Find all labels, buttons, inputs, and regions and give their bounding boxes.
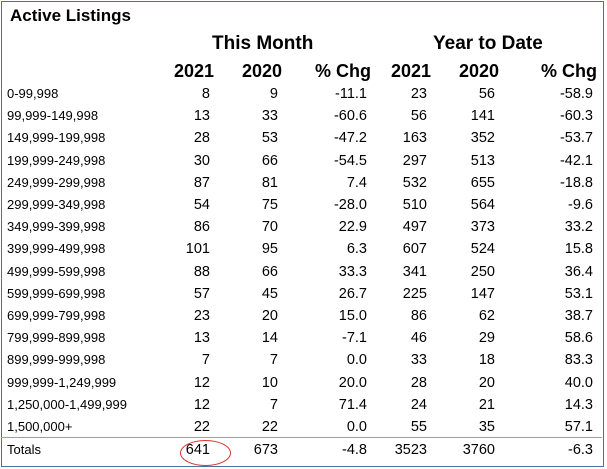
col-header-tm-2020: 2020 xyxy=(241,61,282,81)
cell-tm-pct-chg: -47.2 xyxy=(333,130,367,147)
cell-ytd-2021: 607 xyxy=(402,241,427,258)
cell-tm-2021: 88 xyxy=(193,263,210,280)
cell-ytd-2021: 56 xyxy=(410,108,427,125)
col-header-ytd-2020: 2020 xyxy=(458,61,499,81)
cell-tm-pct-chg: 71.4 xyxy=(338,396,367,413)
cell-ytd-2021: 33 xyxy=(410,352,427,369)
row-label: 199,999-249,998 xyxy=(7,152,106,168)
col-header-ytd-2021: 2021 xyxy=(390,61,431,81)
row-label: 299,999-349,998 xyxy=(7,197,106,212)
cell-ytd-pct-chg: 58.6 xyxy=(564,330,593,347)
cell-ytd-2020: 56 xyxy=(478,86,495,102)
cell-ytd-2020: 35 xyxy=(478,419,495,435)
cell-tm-2020: 45 xyxy=(261,285,278,302)
cell-tm-pct-chg: -11.1 xyxy=(335,86,367,102)
row-label: 249,999-299,998 xyxy=(7,174,106,190)
cell-ytd-2021: 46 xyxy=(410,330,427,347)
row-label: 0-99,998 xyxy=(7,86,59,101)
cell-tm-2021: 23 xyxy=(193,308,210,324)
cell-tm-2020: 673 xyxy=(253,442,278,459)
cell-ytd-2021: 297 xyxy=(402,152,427,169)
table-row xyxy=(0,327,603,349)
cell-tm-2021: 7 xyxy=(201,352,210,369)
table-row xyxy=(0,238,603,260)
cell-tm-2020: 70 xyxy=(261,219,278,236)
cell-tm-pct-chg: 33.3 xyxy=(338,263,367,280)
cell-ytd-pct-chg: -58.9 xyxy=(559,86,593,102)
cell-tm-2020: 22 xyxy=(261,419,278,435)
cell-tm-2020: 66 xyxy=(261,152,278,169)
cell-tm-pct-chg: 15.0 xyxy=(338,308,367,324)
cell-tm-2020: 81 xyxy=(261,174,278,191)
cell-ytd-2020: 373 xyxy=(470,219,495,236)
cell-ytd-2020: 141 xyxy=(470,108,495,125)
table-row xyxy=(0,394,603,416)
table-row xyxy=(0,283,603,305)
cell-tm-2021: 8 xyxy=(201,86,210,102)
cell-ytd-pct-chg: -18.8 xyxy=(559,174,593,191)
cell-tm-2020: 9 xyxy=(269,86,278,102)
cell-ytd-2021: 3523 xyxy=(394,442,427,459)
cell-ytd-2020: 18 xyxy=(478,352,495,369)
cell-ytd-pct-chg: 57.1 xyxy=(564,419,593,435)
table-row xyxy=(0,172,603,194)
cell-tm-2021: 30 xyxy=(193,152,210,169)
cell-ytd-pct-chg: -9.6 xyxy=(568,197,593,213)
col-header-tm-2021: 2021 xyxy=(173,61,214,81)
cell-tm-2020: 14 xyxy=(261,330,278,347)
cell-tm-pct-chg: 0.0 xyxy=(346,419,367,435)
table-row xyxy=(0,261,603,283)
col-header-tm-pct-chg: % Chg xyxy=(315,61,371,81)
cell-tm-2021: 101 xyxy=(185,241,210,258)
cell-ytd-2020: 147 xyxy=(470,285,495,302)
table-row xyxy=(0,83,603,105)
cell-ytd-pct-chg: -53.7 xyxy=(559,130,593,147)
cell-ytd-pct-chg: 33.2 xyxy=(564,219,593,236)
row-label: 349,999-399,998 xyxy=(7,219,106,235)
cell-tm-2021: 57 xyxy=(193,285,210,302)
table-row xyxy=(0,349,603,371)
totals-row xyxy=(0,439,603,461)
cell-tm-2020: 66 xyxy=(261,263,278,280)
row-label: 699,999-799,998 xyxy=(7,308,106,323)
row-label: 1,250,000-1,499,999 xyxy=(7,396,127,412)
cell-tm-2021: 87 xyxy=(193,174,210,191)
cell-tm-2020: 7 xyxy=(269,396,278,413)
cell-ytd-2020: 62 xyxy=(478,308,495,324)
cell-ytd-2020: 250 xyxy=(470,263,495,280)
cell-tm-2021: 641 xyxy=(185,442,210,459)
row-label: 99,999-149,998 xyxy=(7,108,99,124)
cell-tm-2021: 12 xyxy=(193,396,210,413)
row-label: 999,999-1,249,999 xyxy=(7,374,117,390)
cell-tm-pct-chg: 6.3 xyxy=(346,241,367,258)
table-row xyxy=(0,216,603,238)
cell-tm-2021: 13 xyxy=(193,330,210,347)
cell-ytd-2021: 163 xyxy=(402,130,427,147)
cell-ytd-2021: 497 xyxy=(402,219,427,236)
cell-ytd-2020: 513 xyxy=(470,152,495,169)
cell-ytd-2020: 655 xyxy=(470,174,495,191)
table-row xyxy=(0,305,603,327)
cell-tm-2020: 10 xyxy=(261,374,278,391)
cell-tm-pct-chg: 0.0 xyxy=(346,352,367,369)
table-row xyxy=(0,105,603,127)
cell-tm-2021: 86 xyxy=(193,219,210,236)
cell-ytd-2020: 21 xyxy=(478,396,495,413)
cell-ytd-pct-chg: 38.7 xyxy=(564,308,593,324)
cell-ytd-2020: 524 xyxy=(470,241,495,258)
cell-ytd-pct-chg: 83.3 xyxy=(564,352,593,369)
cell-tm-pct-chg: -28.0 xyxy=(333,197,367,213)
cell-tm-pct-chg: -7.1 xyxy=(342,330,367,347)
highlight-circle xyxy=(180,440,231,466)
group-header-year-to-date: Year to Date xyxy=(433,33,543,54)
row-label: 499,999-599,998 xyxy=(7,263,106,279)
cell-ytd-pct-chg: 40.0 xyxy=(564,374,593,391)
row-label: 899,999-999,998 xyxy=(7,352,106,368)
cell-ytd-pct-chg: -6.3 xyxy=(568,442,593,459)
table-row xyxy=(0,372,603,394)
cell-ytd-2020: 20 xyxy=(478,374,495,391)
row-label: 1,500,000+ xyxy=(7,419,73,434)
cell-ytd-pct-chg: -42.1 xyxy=(559,152,593,169)
table-row xyxy=(0,150,603,172)
totals-label: Totals xyxy=(7,442,41,458)
cell-ytd-2020: 3760 xyxy=(462,442,495,459)
cell-tm-pct-chg: 22.9 xyxy=(338,219,367,236)
cell-tm-2021: 13 xyxy=(193,108,210,125)
table-title: Active Listings xyxy=(10,6,131,25)
cell-ytd-pct-chg: 36.4 xyxy=(564,263,593,280)
cell-ytd-2021: 23 xyxy=(410,86,427,102)
cell-tm-pct-chg: 26.7 xyxy=(338,285,367,302)
row-label: 799,999-899,998 xyxy=(7,330,106,346)
cell-ytd-2020: 352 xyxy=(470,130,495,147)
cell-tm-2020: 75 xyxy=(261,197,278,213)
cell-tm-pct-chg: -60.6 xyxy=(333,108,367,125)
cell-ytd-2021: 225 xyxy=(402,285,427,302)
table-row xyxy=(0,194,603,216)
cell-ytd-2020: 564 xyxy=(470,197,495,213)
col-header-ytd-pct-chg: % Chg xyxy=(541,61,597,81)
table-row xyxy=(0,416,603,438)
cell-tm-2021: 22 xyxy=(193,419,210,435)
cell-tm-2021: 12 xyxy=(193,374,210,391)
group-header-this-month: This Month xyxy=(212,33,314,54)
row-label: 399,999-499,998 xyxy=(7,241,106,257)
row-label: 149,999-199,998 xyxy=(7,130,106,146)
cell-tm-pct-chg: -54.5 xyxy=(333,152,367,169)
cell-ytd-2021: 532 xyxy=(402,174,427,191)
cell-ytd-2021: 341 xyxy=(402,263,427,280)
cell-tm-2020: 7 xyxy=(269,352,278,369)
cell-ytd-2021: 55 xyxy=(410,419,427,435)
cell-tm-2021: 28 xyxy=(193,130,210,147)
cell-ytd-pct-chg: 53.1 xyxy=(564,285,593,302)
cell-tm-2020: 20 xyxy=(261,308,278,324)
cell-ytd-2021: 28 xyxy=(410,374,427,391)
cell-tm-pct-chg: 20.0 xyxy=(338,374,367,391)
totals-separator xyxy=(1,437,602,438)
cell-ytd-2021: 86 xyxy=(410,308,427,324)
cell-ytd-pct-chg: -60.3 xyxy=(559,108,593,125)
cell-tm-2020: 53 xyxy=(261,130,278,147)
table-row xyxy=(0,127,603,149)
cell-ytd-2021: 24 xyxy=(410,396,427,413)
cell-ytd-2021: 510 xyxy=(402,197,427,213)
cell-tm-pct-chg: -4.8 xyxy=(342,442,367,459)
cell-tm-2021: 54 xyxy=(193,197,210,213)
cell-tm-2020: 33 xyxy=(261,108,278,125)
cell-tm-2020: 95 xyxy=(261,241,278,258)
cell-tm-pct-chg: 7.4 xyxy=(346,174,367,191)
row-label: 599,999-699,998 xyxy=(7,285,106,301)
cell-ytd-pct-chg: 14.3 xyxy=(564,396,593,413)
cell-ytd-pct-chg: 15.8 xyxy=(564,241,593,258)
cell-ytd-2020: 29 xyxy=(478,330,495,347)
